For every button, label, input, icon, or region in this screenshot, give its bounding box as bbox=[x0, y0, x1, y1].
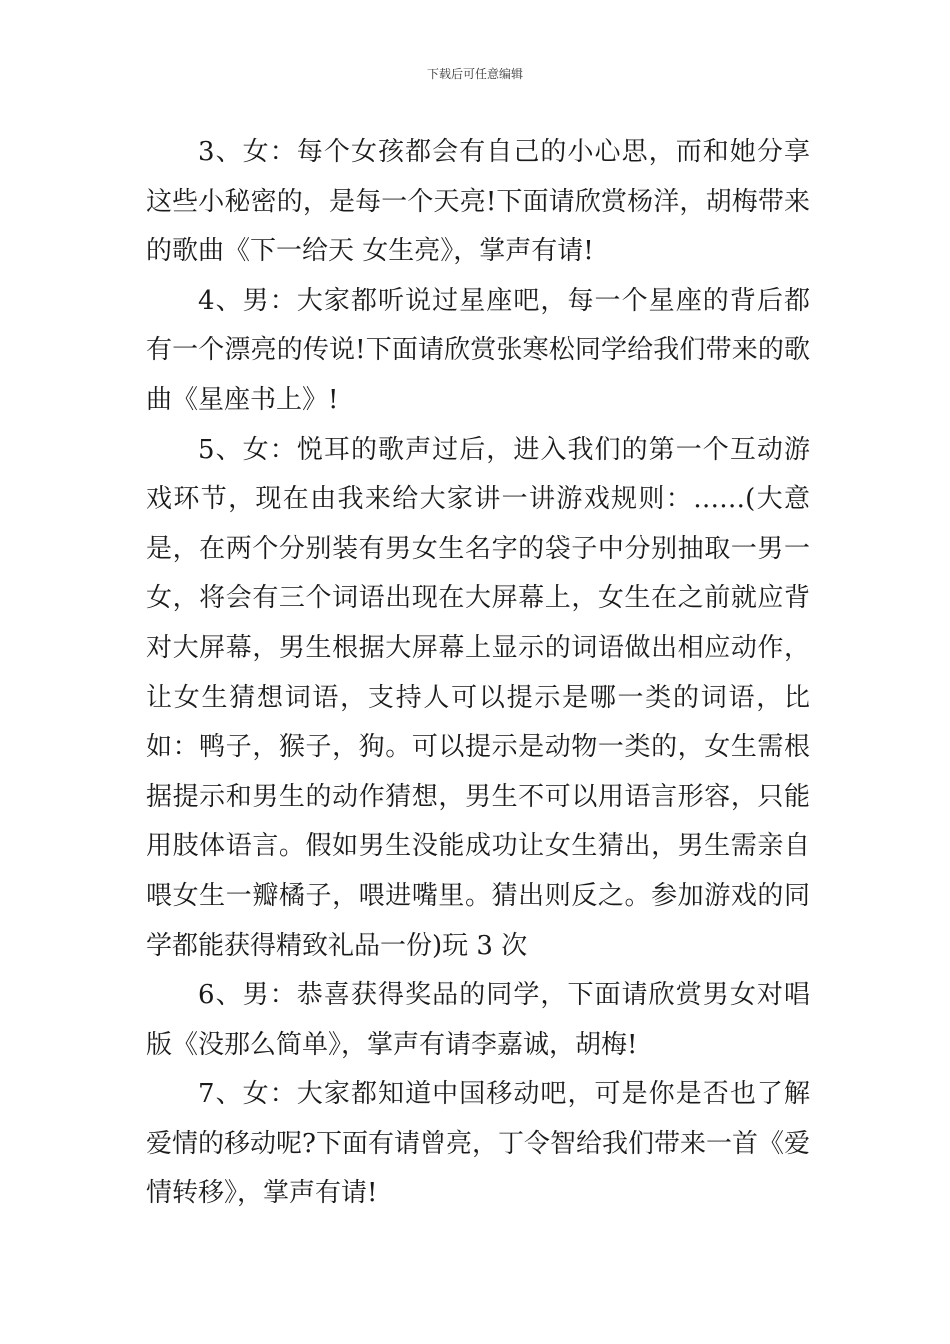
paragraph-5: 5、女：悦耳的歌声过后，进入我们的第一个互动游戏环节，现在由我来给大家讲一讲游戏规则：……(大意是，在两个分别装有男女生名字的袋子中分别抽取一男一女，将会有三个词语出现在大屏幕上，女生在之前就应背对大屏幕，男生根据大屏幕上显示的词语做出相应动作，让女生猜想词语，支持人可以提示是哪一类的词语，比如：鸭子，猴子，狗。可以提示是动物一类的，女生需根据提示和男生的动作猜想，男生不可以用语言形容，只能用肢体语言。假如男生没能成功让女生猜出，男生需亲自喂女生一瓣橘子，喂进嘴里。猜出则反之。参加游戏的同学都能获得精致礼品一份)玩 3 次 bbox=[146, 434, 810, 961]
paragraph-7: 7、女：大家都知道中国移动吧，可是你是否也了解爱情的移动呢?下面有请曾亮，丁令智给我们带来一首《爱情转移》，掌声有请! bbox=[146, 1079, 810, 1209]
paragraph-6: 6、男：恭喜获得奖品的同学，下面请欣赏男女对唱版《没那么简单》，掌声有请李嘉诚，胡梅! bbox=[146, 980, 810, 1060]
document-body bbox=[146, 128, 810, 1219]
page-header-note: 下载后可任意编辑 bbox=[426, 67, 523, 81]
paragraph-4: 4、男：大家都听说过星座吧，每一个星座的背后都有一个漂亮的传说!下面请欣赏张寒松同学给我们带来的歌曲《星座书上》! bbox=[146, 285, 810, 415]
paragraph-3: 3、女：每个女孩都会有自己的小心思，而和她分享这些小秘密的，是每一个天亮!下面请欣赏杨洋，胡梅带来的歌曲《下一给天 女生亮》，掌声有请! bbox=[146, 137, 810, 267]
